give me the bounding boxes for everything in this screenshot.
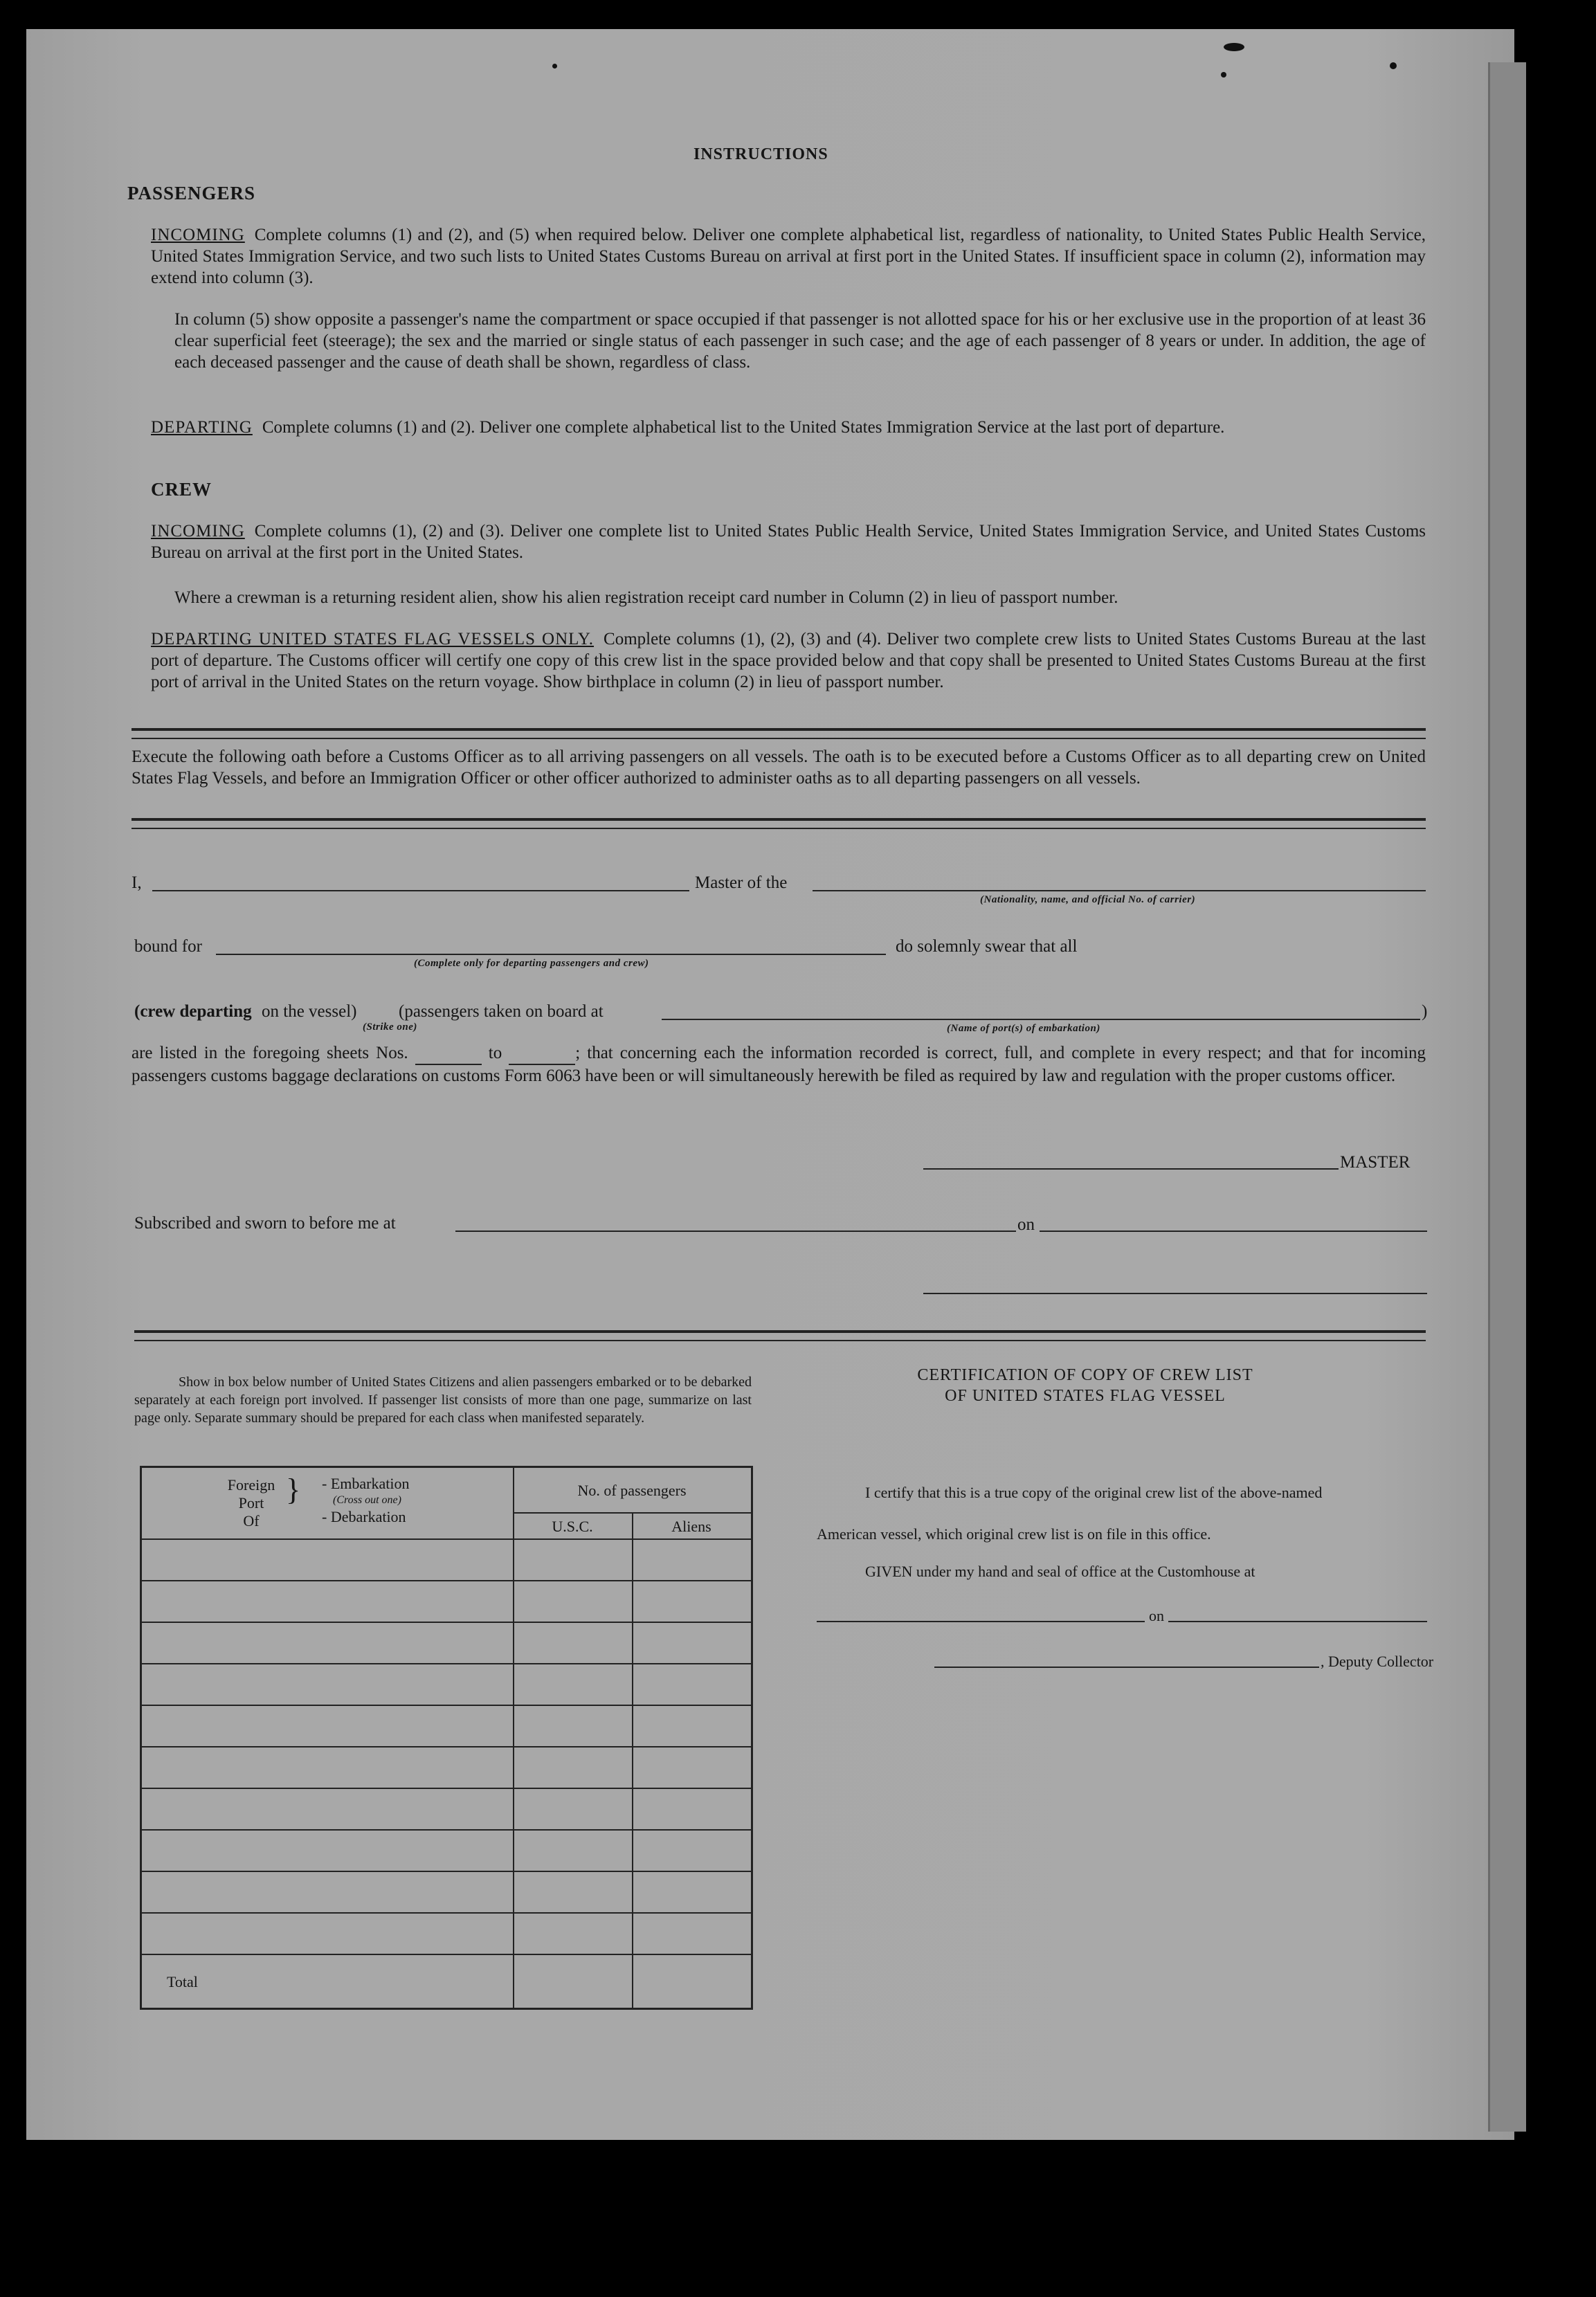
sworn-date-field[interactable] [1040, 1231, 1427, 1232]
crew-departing-lead: DEPARTING UNITED STATES FLAG VESSELS ONLY. [151, 630, 595, 648]
strike-one-caption: (Strike one) [363, 1022, 417, 1033]
debarkation-label: - Debarkation [322, 1508, 406, 1525]
customhouse-field[interactable] [817, 1621, 1145, 1622]
master-name-field[interactable] [152, 890, 689, 891]
listed-statement [132, 1042, 1426, 1087]
crew-heading: CREW [151, 479, 212, 500]
ink-speck [1224, 43, 1244, 51]
carrier-caption: (Nationality, name, and official No. of carrier) [980, 894, 1196, 905]
foreign-label: Foreign [227, 1476, 275, 1493]
crew-incoming-lead: INCOMING [151, 522, 245, 541]
usc-header: U.S.C. [552, 1518, 593, 1535]
table-row [142, 1705, 751, 1706]
passengers-departing-text: Complete columns (1) and (2). Deliver one complete alphabetical list to the United States Immigration Service at the last port of departure. [262, 418, 1225, 437]
passengers-departing-paragraph [151, 417, 1426, 438]
on-vessel-label: on the vessel) [262, 1002, 357, 1021]
officer-signature-field[interactable] [923, 1293, 1427, 1294]
certification-line-1: I certify that this is a true copy of the original crew list of the above-named [865, 1484, 1323, 1501]
page-title: INSTRUCTIONS [693, 145, 828, 163]
crew-departing-paragraph [151, 628, 1426, 693]
table-row [142, 1871, 751, 1872]
listed-text-start: are listed in the foregoing sheets Nos. [132, 1044, 408, 1062]
section-divider [132, 818, 1426, 829]
subscribed-label: Subscribed and sworn to before me at [134, 1214, 396, 1233]
section-divider [134, 1330, 1426, 1341]
summary-note: Show in box below number of United States Citizens and alien passengers embarked or to be debarked separately at each foreign port involved. If passenger list consists of more than one page, summarize on last page only. Separate summary should be prepared for each class when manifested separately. [134, 1374, 752, 1426]
master-signature-field[interactable] [923, 1168, 1339, 1170]
swear-label: do solemnly swear that all [896, 937, 1078, 956]
table-row [142, 1538, 751, 1540]
ports-caption: (Name of port(s) of embarkation) [947, 1023, 1100, 1034]
table-row [142, 1580, 751, 1581]
section-divider [132, 728, 1426, 739]
certification-heading-1: CERTIFICATION OF COPY OF CREW LIST [917, 1366, 1253, 1384]
certification-date-field[interactable] [1168, 1621, 1427, 1622]
certification-heading-2: OF UNITED STATES FLAG VESSEL [945, 1387, 1226, 1405]
ink-speck [552, 64, 557, 69]
deputy-signature-field[interactable] [934, 1667, 1319, 1668]
carrier-field[interactable] [813, 890, 1426, 891]
passengers-departing-lead: DEPARTING [151, 418, 253, 437]
table-column-divider [632, 1514, 633, 2008]
crew-departing-text: Complete columns (1), (2), (3) and (4). Deliver two complete crew lists to United States Customs Bureau at the last port of departure. The Customs officer will certify one copy of this crew list in the space provided below and that copy shall be presented to United States Customs Bureau at the first port of arrival in the United States on the return voyage. Show birthplace in column (2) in lieu of passport number. [151, 630, 1426, 691]
passengers-incoming-text: Complete columns (1) and (2), and (5) when required below. Deliver one complete alphabetical list, regardless of nationality, to United States Public Health Service, United States Immigration Service, and two such lists to United States Customs Bureau on arrival at first port in the United States. If insufficient space in column (2), information may extend into column (3). [151, 226, 1426, 287]
sworn-place-field[interactable] [455, 1231, 1016, 1232]
bound-for-field[interactable] [216, 954, 886, 955]
aliens-header: Aliens [671, 1518, 711, 1535]
oath-instructions: Execute the following oath before a Customs Officer as to all arriving passengers on all vessels. The oath is to be executed before a Customs Officer as to all departing crew on United States Flag Vessels, and before an Immigration Officer or other officer authorized to administer oaths as to all departing passengers on all vessels. [132, 747, 1426, 788]
page-edge [1488, 62, 1526, 2132]
passengers-incoming-paragraph [151, 224, 1426, 289]
embarkation-label: - Embarkation [322, 1475, 410, 1492]
crew-departing-option[interactable]: (crew departing [134, 1002, 252, 1021]
bound-for-caption: (Complete only for departing passengers and crew) [414, 958, 649, 969]
cross-out-caption: (Cross out one) [333, 1494, 401, 1506]
master-label: MASTER [1340, 1153, 1411, 1172]
passengers-heading: PASSENGERS [127, 183, 256, 203]
total-label: Total [167, 1973, 198, 1990]
table-row [142, 1663, 751, 1664]
sworn-on-label: on [1017, 1215, 1035, 1234]
crew-incoming-paragraph [151, 520, 1426, 563]
sheet-to-field[interactable] [509, 1042, 575, 1065]
table-row [142, 1954, 751, 1955]
document-page [26, 29, 1514, 2140]
listed-to: to [488, 1044, 502, 1062]
table-row [142, 1788, 751, 1789]
no-of-passengers-header: No. of passengers [577, 1482, 687, 1499]
brace-icon: } [286, 1473, 301, 1507]
table-column-divider [513, 1468, 514, 2008]
certification-on-label: on [1149, 1607, 1164, 1624]
passengers-incoming-lead: INCOMING [151, 226, 245, 244]
port-label: Port [238, 1494, 264, 1511]
bound-for-label: bound for [134, 937, 202, 956]
passenger-summary-table [140, 1466, 753, 2010]
crew-incoming-text: Complete columns (1), (2) and (3). Deliver one complete list to United States Public Health Service, United States Immigration Service, and United States Customs Bureau on arrival at the first port in the United States. [151, 522, 1426, 562]
certification-line-3: GIVEN under my hand and seal of office at the Customhouse at [865, 1563, 1255, 1580]
ink-speck [1390, 62, 1397, 69]
passengers-taken-option[interactable]: (passengers taken on board at [399, 1002, 604, 1021]
table-header-divider [513, 1512, 751, 1514]
passengers-incoming-note: In column (5) show opposite a passenger's name the compartment or space occupied if that passenger is not allotted space for his or her exclusive use in the proportion of at least 36 clear superficial feet (steerage); the sex and the married or single status of each passenger in such case; and the age of each passenger of 8 years or under. In addition, the age of each deceased passenger and the cause of death shall be shown, regardless of class. [174, 310, 1426, 372]
sheet-from-field[interactable] [415, 1042, 482, 1065]
of-label: Of [243, 1512, 260, 1529]
close-paren: ) [1422, 1002, 1428, 1021]
listed-text-end: ; that concerning each the information recorded is correct, full, and complete in every respect; and that for incoming passengers customs baggage declarations on customs Form 6063 have been or will simultaneously herewith be filed as required by law and regulation with the proper customs officer. [132, 1044, 1426, 1085]
table-row [142, 1829, 751, 1831]
table-row [142, 1746, 751, 1747]
deputy-collector-label: , Deputy Collector [1321, 1653, 1434, 1670]
ink-speck [1221, 72, 1226, 78]
table-row [142, 1912, 751, 1914]
master-of-label: Master of the [695, 873, 788, 892]
embarkation-ports-field[interactable] [662, 1019, 1420, 1020]
table-row [142, 1622, 751, 1623]
crew-incoming-note: Where a crewman is a returning resident alien, show his alien registration receipt card number in Column (2) in lieu of passport number. [174, 588, 1118, 607]
oath-i-label: I, [132, 873, 142, 892]
certification-line-2: American vessel, which original crew list is on file in this office. [817, 1525, 1211, 1543]
